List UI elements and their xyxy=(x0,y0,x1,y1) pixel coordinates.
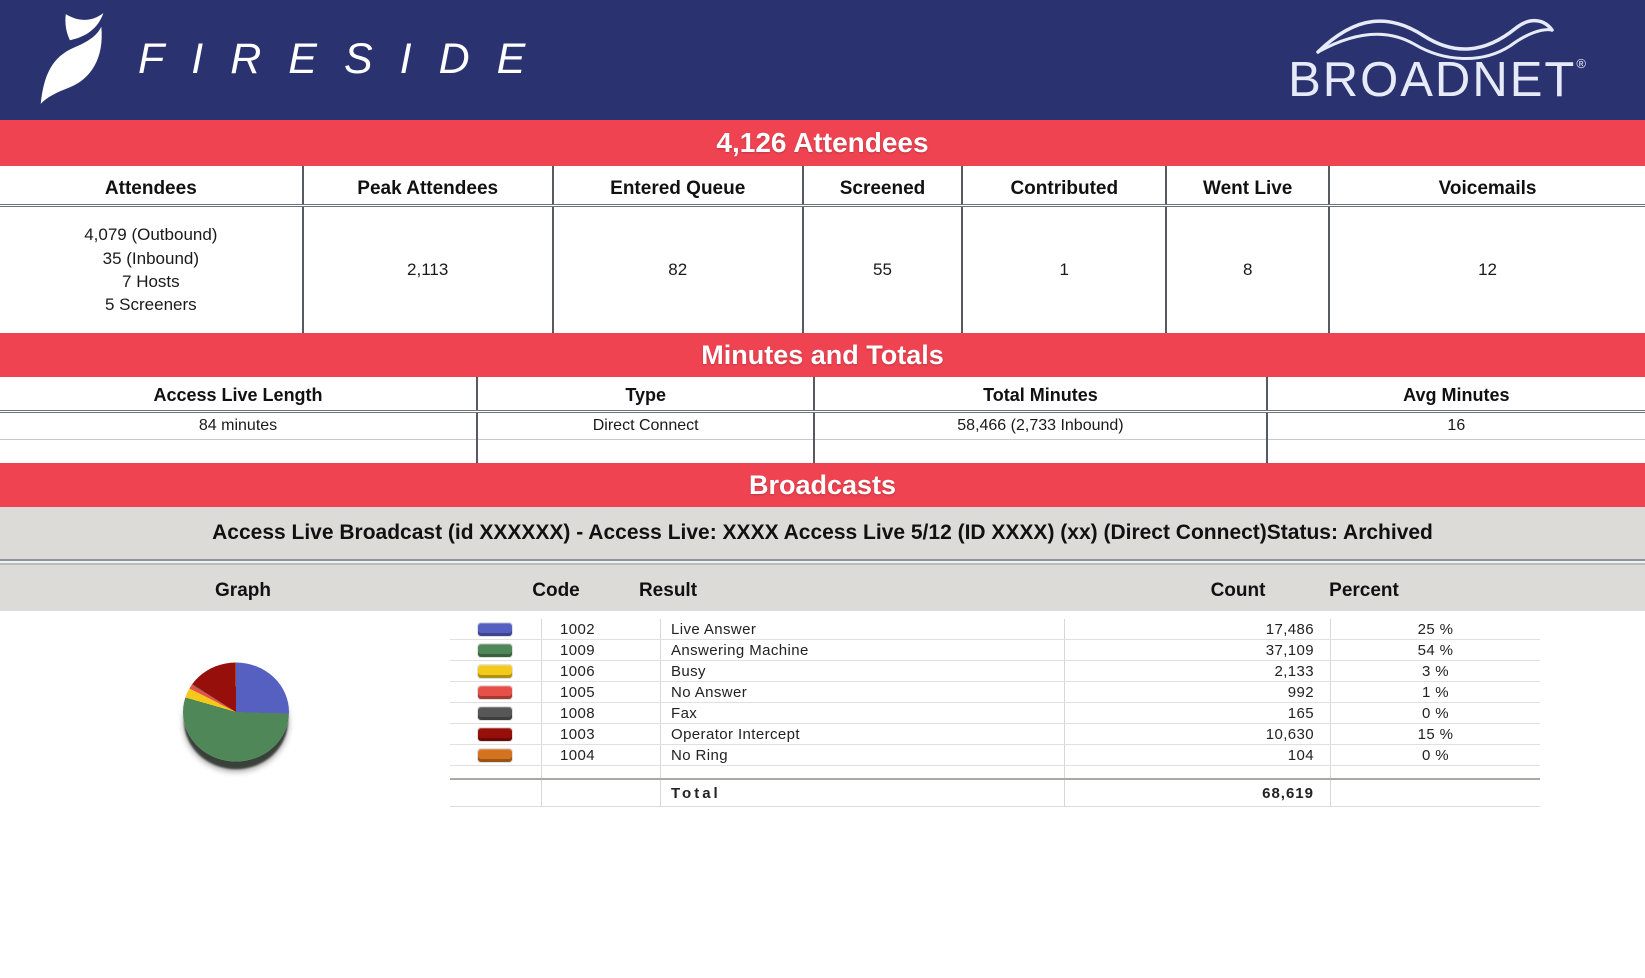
col-contributed: Contributed xyxy=(962,166,1166,206)
result-color-swatch xyxy=(478,686,512,699)
attendees-table-header xyxy=(0,166,1645,206)
result-code: 1002 xyxy=(541,619,660,639)
header-bar xyxy=(0,0,1645,120)
result-code: 1004 xyxy=(541,745,660,765)
minutes-totals-banner xyxy=(0,333,1645,377)
result-row xyxy=(450,703,1540,724)
result-row xyxy=(450,640,1540,661)
result-label: No Ring xyxy=(660,745,1064,765)
col-went-live: Went Live xyxy=(1166,166,1329,206)
result-percent: 0 % xyxy=(1330,703,1540,723)
attendees-table xyxy=(0,166,1645,333)
result-color-swatch xyxy=(478,623,512,636)
attendees-table-values xyxy=(0,206,1645,334)
col-type: Type xyxy=(477,377,814,412)
went-live-value: 8 xyxy=(1166,206,1329,334)
col-attendees: Attendees xyxy=(0,166,303,206)
attendees-banner-title: 4,126 Attendees xyxy=(716,127,929,158)
broadcasts-banner-title: Broadcasts xyxy=(748,470,897,500)
total-count: 68,619 xyxy=(1064,780,1330,806)
broadcast-title-text: Access Live Broadcast (id XXXXXX) - Access Live: XXXX Access Live 5/12 (ID XXXX) (xx) (Direct Connect)Status: Archived xyxy=(212,521,1433,544)
attendees-inbound: 35 (Inbound) xyxy=(102,248,200,268)
col-result: Result xyxy=(638,580,698,601)
broadcast-title-bar xyxy=(0,507,1645,559)
registered-mark: ® xyxy=(1576,56,1586,71)
col-avg-minutes: Avg Minutes xyxy=(1267,377,1645,412)
minutes-table xyxy=(0,377,1645,463)
result-code: 1006 xyxy=(541,661,660,681)
result-color-swatch xyxy=(478,707,512,720)
result-label: No Answer xyxy=(660,682,1064,702)
minutes-table-values xyxy=(0,412,1645,440)
result-count: 104 xyxy=(1064,745,1330,765)
pie-chart-disc xyxy=(183,663,289,762)
attendees-banner xyxy=(0,120,1645,166)
col-peak-attendees: Peak Attendees xyxy=(303,166,553,206)
entered-queue-value: 82 xyxy=(553,206,803,334)
result-code: 1003 xyxy=(541,724,660,744)
col-code: Code xyxy=(532,580,580,601)
result-label: Live Answer xyxy=(660,619,1064,639)
result-percent: 1 % xyxy=(1330,682,1540,702)
screened-value: 55 xyxy=(803,206,963,334)
total-row xyxy=(450,780,1540,807)
peak-attendees-value: 2,113 xyxy=(303,206,553,334)
result-percent: 25 % xyxy=(1330,619,1540,639)
result-code: 1009 xyxy=(541,640,660,660)
col-entered-queue: Entered Queue xyxy=(553,166,803,206)
result-count: 10,630 xyxy=(1064,724,1330,744)
col-voicemails: Voicemails xyxy=(1329,166,1645,206)
col-total-minutes: Total Minutes xyxy=(814,377,1266,412)
fireside-logo xyxy=(34,12,552,106)
result-count: 17,486 xyxy=(1064,619,1330,639)
result-row xyxy=(450,724,1540,745)
result-count: 2,133 xyxy=(1064,661,1330,681)
attendees-value xyxy=(0,206,303,334)
avg-minutes-value: 16 xyxy=(1267,412,1645,440)
fireside-flame-icon xyxy=(34,12,108,106)
result-percent: 54 % xyxy=(1330,640,1540,660)
total-label: Total xyxy=(660,780,1064,806)
result-percent: 15 % xyxy=(1330,724,1540,744)
result-label: Operator Intercept xyxy=(660,724,1064,744)
result-count: 992 xyxy=(1064,682,1330,702)
col-access-live-length: Access Live Length xyxy=(0,377,477,412)
broadnet-wordmark: BROADNET xyxy=(1288,53,1577,107)
col-percent: Percent xyxy=(1329,580,1399,601)
result-label: Answering Machine xyxy=(660,640,1064,660)
result-percent: 0 % xyxy=(1330,745,1540,765)
col-graph: Graph xyxy=(215,580,271,601)
result-row xyxy=(450,661,1540,682)
result-color-swatch xyxy=(478,665,512,678)
result-row xyxy=(450,619,1540,640)
col-count: Count xyxy=(1210,580,1266,601)
result-count: 165 xyxy=(1064,703,1330,723)
voicemails-value: 12 xyxy=(1478,260,1498,279)
broadnet-logo xyxy=(1287,6,1587,108)
result-code: 1008 xyxy=(541,703,660,723)
empty-row xyxy=(450,766,1540,780)
minutes-table-spacer xyxy=(0,439,1645,463)
result-color-swatch xyxy=(478,749,512,762)
result-label: Busy xyxy=(660,661,1064,681)
attendees-screeners: 5 Screeners xyxy=(105,295,197,315)
broadcast-results-table xyxy=(450,619,1540,807)
result-percent: 3 % xyxy=(1330,661,1540,681)
result-code: 1005 xyxy=(541,682,660,702)
fireside-wordmark: FIRESIDE xyxy=(138,34,553,83)
result-row xyxy=(450,745,1540,766)
broadcast-columns-header xyxy=(0,565,1645,611)
broadcasts-banner xyxy=(0,463,1645,507)
attendees-hosts: 7 Hosts xyxy=(122,272,180,291)
result-color-swatch xyxy=(478,728,512,741)
result-label: Fax xyxy=(660,703,1064,723)
minutes-table-header xyxy=(0,377,1645,412)
total-minutes-value: 58,466 (2,733 Inbound) xyxy=(814,412,1266,440)
attendees-outbound: 4,079 (Outbound) xyxy=(84,225,218,245)
contributed-value: 1 xyxy=(962,206,1166,334)
result-color-swatch xyxy=(478,644,512,657)
minutes-totals-banner-title: Minutes and Totals xyxy=(701,340,944,370)
result-count: 37,109 xyxy=(1064,640,1330,660)
broadcast-results-section xyxy=(0,611,1645,978)
access-live-length-value: 84 minutes xyxy=(0,412,477,440)
col-screened: Screened xyxy=(803,166,963,206)
type-value: Direct Connect xyxy=(477,412,814,440)
result-row xyxy=(450,682,1540,703)
